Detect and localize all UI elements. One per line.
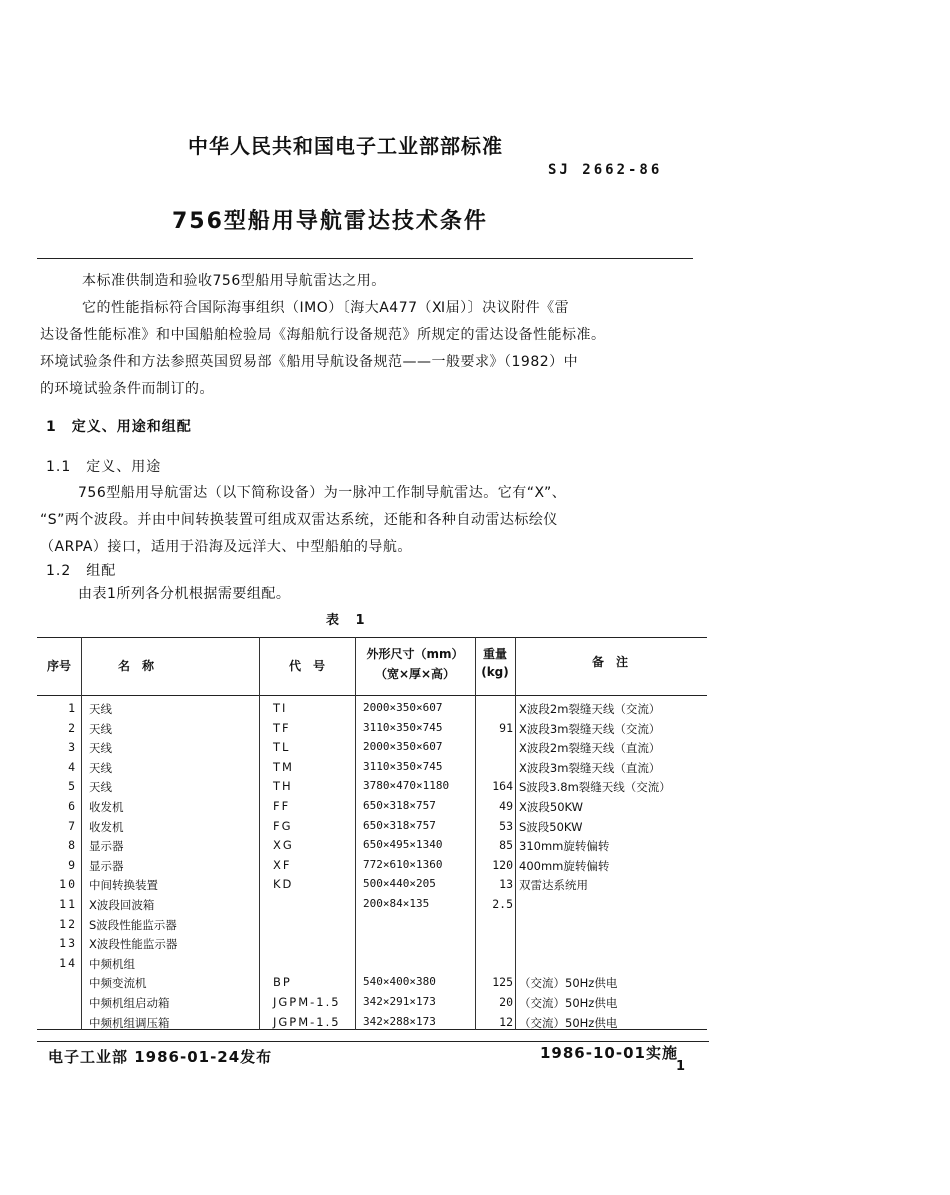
cell-name: 天线 <box>89 780 112 795</box>
cell-dimension: 500×440×205 <box>363 877 436 891</box>
cell-remark: S波段50KW <box>519 819 583 834</box>
cell-name: 天线 <box>89 741 112 756</box>
cell-name: 显示器 <box>89 858 124 873</box>
table-row <box>37 699 707 719</box>
cell-code: JGPM-1.5 <box>273 994 341 1009</box>
table-row <box>37 777 707 797</box>
cell-code: TI <box>273 701 288 715</box>
intro-paragraph-2-line-2: 达设备性能标准》和中国船舶检验局《海船航行设备规范》所规定的雷达设备性能标准。 <box>40 327 606 343</box>
cell-code: TF <box>273 720 291 735</box>
cell-no: 3 <box>68 740 77 755</box>
issuing-organization: 中华人民共和国电子工业部部标准 <box>188 134 503 158</box>
table-row <box>37 993 707 1013</box>
header-weight-line-1: 重量 <box>482 647 507 661</box>
table-row <box>37 719 707 739</box>
cell-weight: 49 <box>499 798 513 813</box>
table-row <box>37 973 707 993</box>
cell-dimension: 2000×350×607 <box>363 740 443 754</box>
cell-code: TH <box>273 779 293 794</box>
cell-dimension: 650×318×757 <box>363 818 436 832</box>
cell-remark: S波段3.8m裂缝天线（交流） <box>519 780 671 795</box>
table-top-rule <box>37 637 707 638</box>
table-row <box>37 1013 707 1033</box>
cell-dimension: 772×610×1360 <box>363 857 443 871</box>
cell-weight: 53 <box>499 818 513 833</box>
cell-name: 天线 <box>89 721 112 736</box>
cell-remark: X波段3m裂缝天线（直流） <box>519 760 661 775</box>
cell-weight: 164 <box>492 779 513 794</box>
cell-weight: 91 <box>499 720 513 735</box>
page-number: 1 <box>676 1059 686 1074</box>
cell-no: 11 <box>59 896 77 911</box>
table-row <box>37 875 707 895</box>
table-row <box>37 934 707 954</box>
table-row <box>37 895 707 915</box>
cell-no: 4 <box>68 759 77 774</box>
cell-code: FG <box>273 818 293 833</box>
cell-code: XF <box>273 857 292 872</box>
intro-paragraph-2-line-3: 环境试验条件和方法参照英国贸易部《船用导航设备规范——一般要求》（1982）中 <box>40 354 579 370</box>
cell-weight: 13 <box>499 877 513 892</box>
cell-dimension: 200×84×135 <box>363 896 430 910</box>
intro-paragraph-2-line-1: 它的性能指标符合国际海事组织（IMO）〔海大A477（Ⅺ届）〕决议附件《雷 <box>82 300 570 316</box>
cell-code: FF <box>273 798 291 813</box>
table-row <box>37 738 707 758</box>
cell-remark: 双雷达系统用 <box>519 878 588 893</box>
cell-weight: 120 <box>492 857 513 872</box>
cell-weight: 12 <box>499 1014 513 1029</box>
cell-no: 7 <box>68 818 77 833</box>
cell-no: 13 <box>59 936 77 951</box>
cell-remark: X波段50KW <box>519 799 584 814</box>
cell-remark: X波段3m裂缝天线（交流） <box>519 721 661 736</box>
cell-dimension: 3110×350×745 <box>363 720 443 734</box>
cell-dimension: 342×288×173 <box>363 1014 436 1028</box>
cell-dimension: 540×400×380 <box>363 975 436 989</box>
cell-remark: （交流）50Hz供电 <box>519 995 618 1010</box>
cell-dimension: 3110×350×745 <box>363 759 443 773</box>
cell-no: 5 <box>68 779 77 794</box>
cell-no: 8 <box>68 838 77 853</box>
cell-dimension: 3780×470×1180 <box>363 779 450 793</box>
table-row <box>37 954 707 974</box>
intro-paragraph-2-line-4: 的环境试验条件而制订的。 <box>40 381 214 397</box>
standard-code: SJ 2662-86 <box>548 162 663 178</box>
section-1-1-line-1: 756型船用导航雷达（以下简称设备）为一脉冲工作制导航雷达。它有“X”、 <box>78 485 567 501</box>
table-body <box>37 699 707 1032</box>
cell-no: 9 <box>68 857 77 872</box>
cell-no: 14 <box>59 955 77 970</box>
header-weight-line-2: (kg) <box>481 665 509 679</box>
cell-name: 天线 <box>89 702 112 716</box>
header-code: 代 号 <box>288 659 325 673</box>
issue-date: 电子工业部 1986-01-24发布 <box>48 1048 273 1066</box>
table-row <box>37 758 707 778</box>
table-row <box>37 797 707 817</box>
cell-name: 中频变流机 <box>89 976 147 991</box>
cell-remark: 310mm旋转偏转 <box>519 839 610 854</box>
header-dimension-line-2: （宽×厚×高） <box>374 667 456 681</box>
cell-dimension: 650×495×1340 <box>363 838 443 852</box>
cell-no: 1 <box>68 701 77 715</box>
table-header-rule <box>37 695 707 696</box>
cell-name: 收发机 <box>89 799 124 814</box>
cell-name: 收发机 <box>89 819 124 834</box>
section-1-heading: 1 定义、用途和组配 <box>46 419 192 435</box>
header-name: 名 称 <box>117 659 154 673</box>
cell-code: KD <box>273 877 294 892</box>
cell-remark: 400mm旋转偏转 <box>519 858 610 873</box>
header-no: 序号 <box>46 659 71 673</box>
cell-name: X波段性能监示器 <box>89 937 178 952</box>
components-table <box>37 637 707 1030</box>
section-1-1-heading: 1.1 定义、用途 <box>46 459 162 475</box>
cell-no: 12 <box>59 916 77 931</box>
section-1-1-line-3: （ARPA）接口，适用于沿海及远洋大、中型船舶的导航。 <box>40 539 412 555</box>
cell-name: 显示器 <box>89 839 124 854</box>
header-divider <box>37 258 693 259</box>
cell-weight: 20 <box>499 994 513 1009</box>
cell-remark: X波段2m裂缝天线（交流） <box>519 702 661 716</box>
cell-name: X波段回波箱 <box>89 897 155 912</box>
cell-code: JGPM-1.5 <box>273 1014 341 1029</box>
header-remark: 备 注 <box>591 655 628 669</box>
cell-code: TM <box>273 759 294 774</box>
effective-date: 1986-10-01实施 <box>540 1044 678 1062</box>
intro-paragraph-1: 本标准供制造和验收756型船用导航雷达之用。 <box>82 273 386 289</box>
cell-dimension: 650×318×757 <box>363 798 436 812</box>
section-1-2-text: 由表1所列各分机根据需要组配。 <box>78 586 291 602</box>
cell-dimension: 2000×350×607 <box>363 701 443 714</box>
cell-name: 中频机组调压箱 <box>89 1015 170 1030</box>
section-1-2-heading: 1.2 组配 <box>46 563 117 579</box>
cell-weight: 85 <box>499 838 513 853</box>
table-row <box>37 817 707 837</box>
table-row <box>37 915 707 935</box>
document-title: 756型船用导航雷达技术条件 <box>172 209 488 234</box>
cell-weight: 125 <box>492 975 513 990</box>
header-dimension-line-1: 外形尺寸（mm） <box>366 647 464 661</box>
cell-name: S波段性能监示器 <box>89 917 177 932</box>
cell-remark: （交流）50Hz供电 <box>519 976 618 991</box>
cell-code: BP <box>273 975 292 990</box>
table-row <box>37 856 707 876</box>
cell-no: 10 <box>59 877 77 892</box>
cell-weight: 2.5 <box>492 896 513 911</box>
cell-remark: X波段2m裂缝天线（直流） <box>519 741 661 756</box>
table-caption: 表 1 <box>326 613 371 628</box>
cell-code: XG <box>273 838 294 853</box>
cell-name: 中间转换装置 <box>89 878 158 893</box>
cell-code: TL <box>273 740 291 755</box>
cell-no: 6 <box>68 798 77 813</box>
cell-dimension: 342×291×173 <box>363 994 436 1008</box>
table-row <box>37 836 707 856</box>
cell-name: 中频机组 <box>89 956 135 971</box>
section-1-1-line-2: “S”两个波段。并由中间转换装置可组成双雷达系统，还能和各种自动雷达标绘仪 <box>40 512 558 528</box>
cell-remark: （交流）50Hz供电 <box>519 1015 618 1030</box>
cell-name: 中频机组启动箱 <box>89 995 170 1010</box>
cell-name: 天线 <box>89 760 112 775</box>
cell-no: 2 <box>68 720 77 735</box>
